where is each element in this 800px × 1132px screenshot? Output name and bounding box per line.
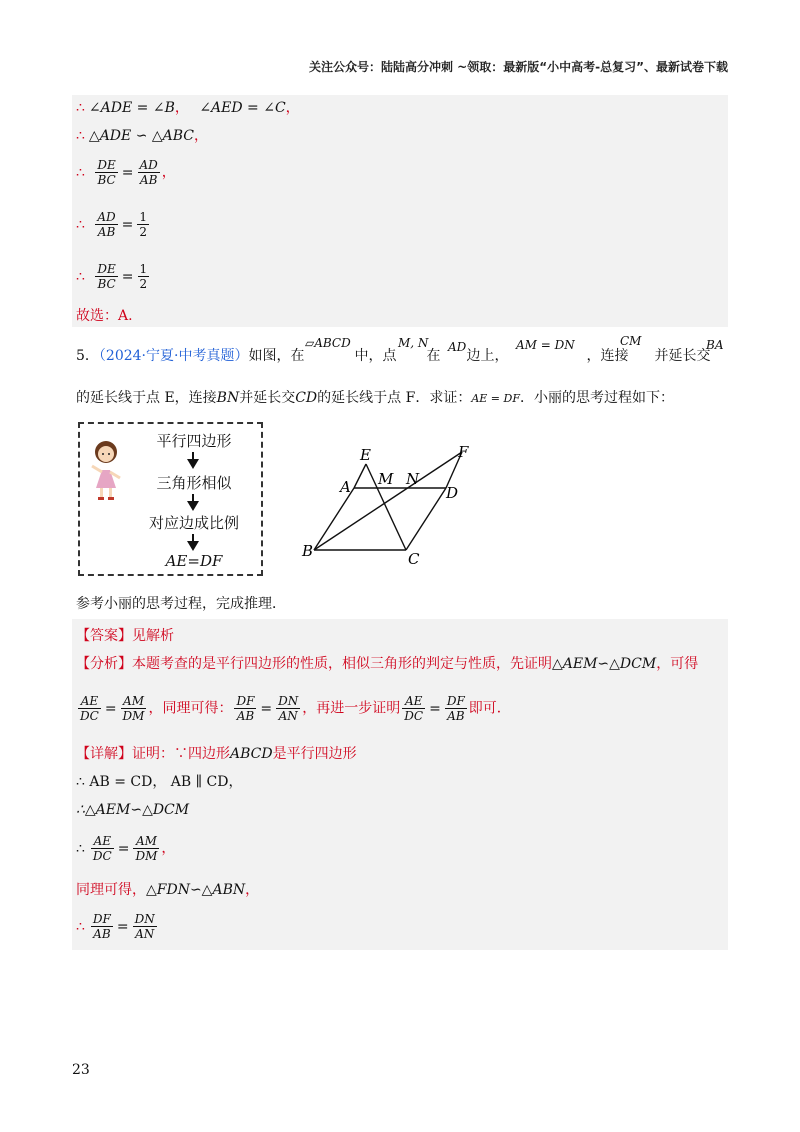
- proof-line-3: ∴ $\frac{AE}{DC}$ = $\frac{AM}{DM}$ ，: [76, 834, 176, 863]
- label-E: E: [360, 446, 371, 464]
- label-D: D: [446, 484, 459, 502]
- line-ratio-3: ∴ $\frac{DE}{BC}$ = $\frac{1}{2}$: [76, 262, 148, 291]
- label-B: B: [302, 542, 314, 560]
- segment-cd: [406, 488, 446, 550]
- q5-line2: 的延长线于点 E，连接BN并延长交CD的延长线于点 F．求证：AE = DF．小丽的思考过程如下：: [76, 390, 674, 406]
- thinking-flow-box: [78, 422, 263, 576]
- line-ratio-1: ∴ $\frac{DE}{BC}$ = $\frac{AD}{AB}$ ，: [76, 158, 176, 187]
- q5-source: （2024·宁夏·中考真题）: [98, 348, 249, 364]
- line-angle-equal: ∴ ∠ADE = ∠B， ∠AED = ∠C，: [76, 100, 300, 116]
- flow-step-3: 对应边成比例: [148, 514, 239, 532]
- label-F: F: [458, 443, 469, 461]
- line-ratio-2: ∴ $\frac{AD}{AB}$ = $\frac{1}{2}$: [76, 210, 148, 239]
- arrow-down-icon: [187, 501, 199, 511]
- segment-ab: [314, 488, 354, 550]
- analysis-ratios: $\frac{AE}{DC}$ = $\frac{AM}{DM}$ ，同理可得： $\frac{DF}{AB}$ = $\frac{DN}{AN}$ ，再进一步证明 $\frac{AE}{DC}$ = $\frac{DF}{AB}$ 即可．: [80, 694, 511, 723]
- label-abcd: ▱ABCD: [305, 336, 351, 350]
- label-mn: M, N: [398, 336, 429, 350]
- detail-line: 【详解】证明：∵四边形ABCD是平行四边形: [76, 746, 357, 762]
- answer-tag: 【答案】见解析: [76, 628, 174, 644]
- analysis-line: 【分析】本题考查的是平行四边形的性质，相似三角形的判定与性质，先证明△AEM∽△DCM，可得: [76, 656, 699, 672]
- arrow-down-icon: [187, 459, 199, 469]
- proof-line-4: 同理可得，△FDN∽△ABN，: [76, 882, 260, 898]
- page-number: 23: [72, 1062, 90, 1078]
- prompt-line: 参考小丽的思考过程，完成推理．: [76, 596, 286, 612]
- label-cm: CM: [620, 334, 642, 348]
- q5-line1: 5．（2024·宁夏·中考真题）如图，在 中，点 在 边上， ，连接 并延长交: [76, 348, 711, 364]
- label-A: A: [340, 478, 351, 496]
- segment-bf: [314, 452, 462, 550]
- arrow-down-icon: [187, 541, 199, 551]
- line-similar: ∴ △ADE ∽ △ABC，: [76, 128, 209, 144]
- flow-step-1: 平行四边形: [156, 432, 232, 450]
- page-header: 关注公众号：陆陆高分冲刺 ~领取：最新版“小中高考-总复习”、最新试卷下载: [309, 60, 728, 74]
- segment-ae: [354, 464, 366, 488]
- flow-step-2: 三角形相似: [156, 474, 232, 492]
- label-ba: BA: [706, 338, 724, 352]
- label-am-dn: AM = DN: [516, 338, 575, 352]
- label-ad: AD: [448, 340, 467, 354]
- label-M: M: [378, 470, 394, 488]
- parallelogram-diagram: [300, 440, 480, 570]
- proof-line-2: ∴△AEM∽△DCM: [76, 802, 190, 818]
- label-N: N: [406, 470, 420, 488]
- answer-line: 故选：A.: [76, 308, 133, 324]
- label-C: C: [408, 550, 420, 568]
- proof-line-5: ∴ $\frac{DF}{AB}$ = $\frac{DN}{AN}$: [76, 912, 155, 941]
- girl-illustration: [88, 438, 124, 502]
- proof-line-1: ∴ AB = CD， AB ∥ CD，: [76, 774, 243, 790]
- flow-step-4: AE=DF: [165, 552, 223, 570]
